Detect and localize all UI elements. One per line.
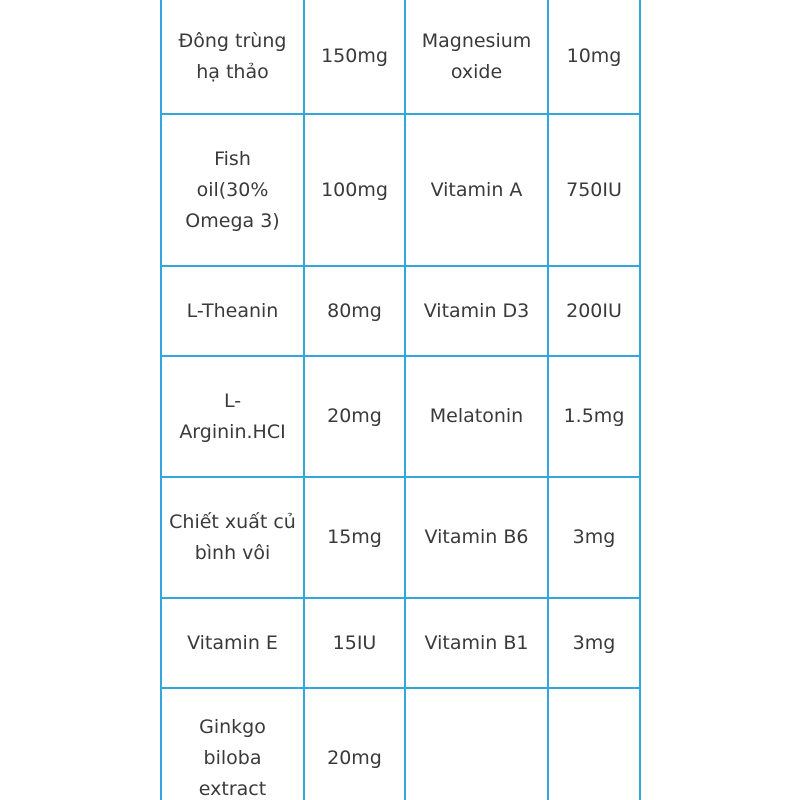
ingredient-amount: 100mg	[304, 114, 405, 266]
ingredient-name: Vitamin A	[405, 114, 548, 266]
ingredient-amount: 20mg	[304, 688, 405, 800]
ingredient-amount: 1.5mg	[548, 356, 640, 477]
ingredient-amount: 15IU	[304, 598, 405, 688]
ingredient-name: Vitamin D3	[405, 266, 548, 356]
table-row	[161, 688, 640, 800]
ingredient-amount: 20mg	[304, 356, 405, 477]
ingredient-name: L-Theanin	[161, 266, 304, 356]
ingredient-amount: 150mg	[304, 0, 405, 114]
ingredient-amount: 3mg	[548, 477, 640, 598]
ingredient-name: Magnesium oxide	[405, 0, 548, 114]
table-row	[161, 356, 640, 477]
ingredient-amount	[548, 688, 640, 800]
ingredient-name: L-Arginin.HCI	[161, 356, 304, 477]
ingredient-name: Vitamin B6	[405, 477, 548, 598]
ingredient-amount: 10mg	[548, 0, 640, 114]
table-row	[161, 477, 640, 598]
ingredient-amount: 80mg	[304, 266, 405, 356]
ingredient-name	[405, 688, 548, 800]
ingredients-table	[160, 0, 641, 800]
table-row	[161, 598, 640, 688]
ingredient-name: Melatonin	[405, 356, 548, 477]
ingredient-name: Đông trùng hạ thảo	[161, 0, 304, 114]
ingredient-amount: 200IU	[548, 266, 640, 356]
ingredient-name: Fish oil(30% Omega 3)	[161, 114, 304, 266]
ingredient-name: Vitamin B1	[405, 598, 548, 688]
ingredient-name: Ginkgo biloba extract	[161, 688, 304, 800]
ingredient-name: Vitamin E	[161, 598, 304, 688]
ingredient-amount: 750IU	[548, 114, 640, 266]
ingredient-amount: 3mg	[548, 598, 640, 688]
table-row	[161, 0, 640, 114]
table-row	[161, 114, 640, 266]
table-row	[161, 266, 640, 356]
ingredient-amount: 15mg	[304, 477, 405, 598]
ingredient-name: Chiết xuất củ bình vôi	[161, 477, 304, 598]
